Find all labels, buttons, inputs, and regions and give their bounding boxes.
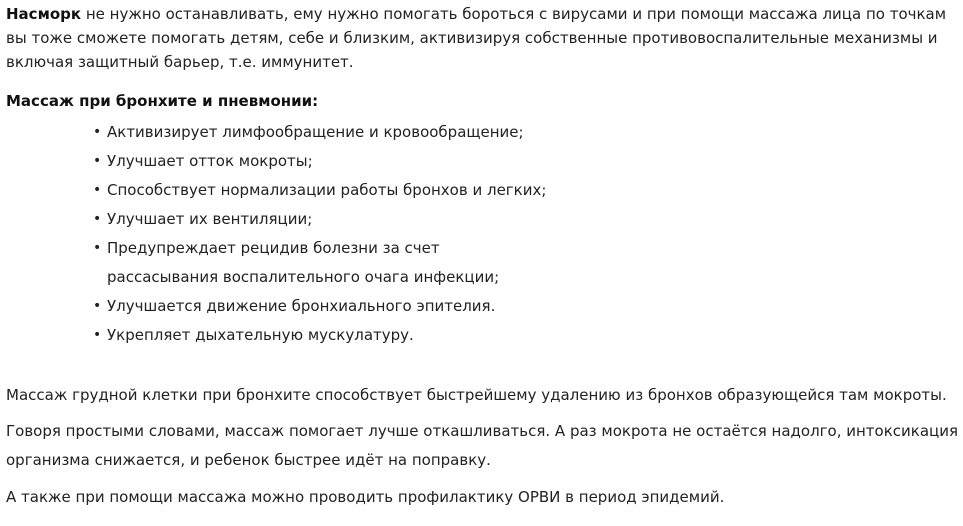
list-item [93,147,963,176]
paragraph-coughing: Говоря простыми словами, массаж помогает лучше откашливаться. А раз мокрота не остаётся надолго, интоксикация организма снижается, и ребенок быстрее идёт на поправку. [6,422,959,469]
bullet-icon: • [93,153,102,169]
list-item [93,176,963,205]
list-item-text: Укрепляет дыхательную мускулатуру. [107,326,414,344]
bullet-icon: • [93,124,102,140]
bullet-icon: • [93,298,102,314]
list-item-text: Способствует нормализации работы бронхов и легких; [107,181,547,199]
section-heading: Массаж при бронхите и пневмонии: [6,92,319,110]
article-body [6,0,963,512]
list-item [93,205,963,234]
paragraph-prevention: А также при помощи массажа можно проводить профилактику ОРВИ в период эпидемий. [6,488,725,506]
intro-text: не нужно останавливать, ему нужно помогать бороться с вирусами и при помощи массажа лица по точкам вы тоже сможете помогать детям, себе и близким, активизируя собственные противовоспалительные механизмы и включая защитный барьер, т.е. иммунитет. [6,5,947,71]
intro-bold-term: Насморк [6,5,82,23]
list-item [93,292,963,321]
list-item [93,234,537,292]
list-item [93,118,963,147]
intro-paragraph [6,0,956,74]
bullet-icon: • [93,211,102,227]
bullet-icon: • [93,327,102,343]
list-item-text: Улучшается движение бронхиального эпителия. [107,297,496,315]
bullet-icon: • [93,240,102,256]
paragraph-chest-massage: Массаж грудной клетки при бронхите способствует быстрейшему удалению из бронхов образующейся там мокроты. [6,386,947,404]
bullet-icon: • [93,182,102,198]
list-item-text: Активизирует лимфообращение и кровообращение; [107,123,524,141]
benefits-list [6,118,963,350]
list-item [93,321,963,350]
list-item-text: Улучшает отток мокроты; [107,152,313,170]
list-item-text: Предупреждает рецидив болезни за счет рассасывания воспалительного очага инфекции; [107,239,500,286]
list-item-text: Улучшает их вентиляции; [107,210,313,228]
